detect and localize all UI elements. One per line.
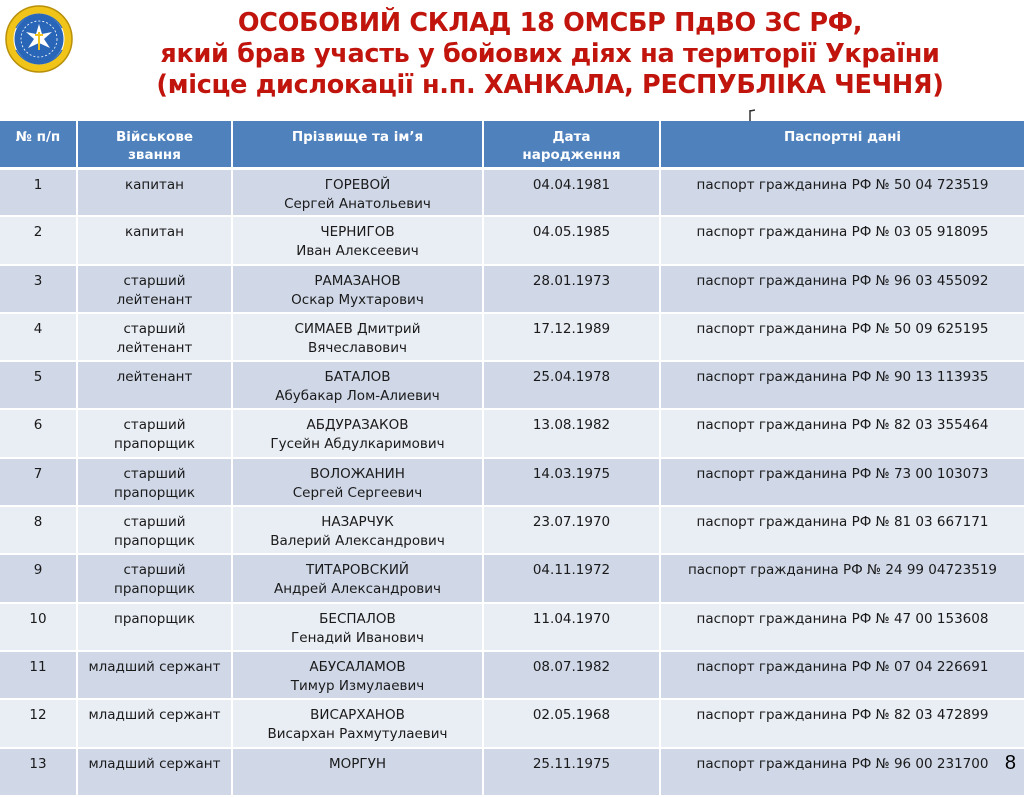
given-name: Вячеславович [308,339,407,356]
rank-line1: старший [123,417,186,434]
given-name: Андрей Александрович [273,581,442,598]
surname: АБУСАЛАМОВ [309,658,406,675]
cell-number: 8 [0,506,77,554]
table-row [0,554,1024,602]
header-rank-line2: звання [128,147,181,163]
rank-line2: прапорщик [114,581,195,598]
cell-number: 6 [0,409,77,457]
cell-dob: 23.07.1970 [483,506,660,554]
surname: БАТАЛОВ [324,369,391,386]
table-row [0,699,1024,747]
table-row [0,506,1024,554]
cell-dob: 28.01.1973 [483,265,660,313]
cell-number: 7 [0,458,77,506]
given-name: Генадий Иванович [291,629,424,646]
cell-rank [77,699,232,747]
rank-line1: лейтенант [116,369,193,386]
cell-passport: паспорт гражданина РФ № 73 00 103073 [660,458,1024,506]
personnel-table [0,121,1024,797]
given-name: Валерий Александрович [270,533,445,550]
page-title [80,8,1020,101]
surname: ГОРЕВОЙ [324,176,391,193]
cell-rank [77,554,232,602]
page-number: 8 [1004,752,1016,774]
cell-rank [77,216,232,264]
table-header-row [0,121,1024,168]
cell-passport: паспорт гражданина РФ № 96 00 231700 [660,748,1024,796]
cell-passport: паспорт гражданина РФ № 90 13 113935 [660,361,1024,409]
cell-number: 10 [0,603,77,651]
cell-passport: паспорт гражданина РФ № 96 03 455092 [660,265,1024,313]
cell-dob: 11.04.1970 [483,603,660,651]
cell-rank [77,168,232,216]
surname: МОРГУН [328,755,387,772]
given-name: Сергей Сергеевич [292,484,423,501]
cell-rank [77,265,232,313]
cell-name [232,603,483,651]
cell-name [232,651,483,699]
header-dob [483,121,660,168]
cell-passport: паспорт гражданина РФ № 47 00 153608 [660,603,1024,651]
title-line-3: (місце дислокації н.п. ХАНКАЛА, РЕСПУБЛІКА ЧЕЧНЯ) [156,70,944,100]
title-line-2: який брав участь у бойових діях на території України [160,39,940,69]
header-dob-line1: Дата [552,129,591,145]
surname: РАМАЗАНОВ [314,272,401,289]
cell-rank [77,506,232,554]
rank-line1: старший [123,272,186,289]
cell-rank [77,748,232,796]
cell-name [232,748,483,796]
table-row [0,168,1024,216]
cell-passport: паспорт гражданина РФ № 50 09 625195 [660,313,1024,361]
cell-dob: 14.03.1975 [483,458,660,506]
table-row [0,265,1024,313]
table-row [0,651,1024,699]
table-row [0,361,1024,409]
cell-dob: 02.05.1968 [483,699,660,747]
cell-name [232,554,483,602]
cell-dob: 25.11.1975 [483,748,660,796]
cell-passport: паспорт гражданина РФ № 03 05 918095 [660,216,1024,264]
cell-number: 1 [0,168,77,216]
rank-line1: младший сержант [88,707,221,724]
given-name: Иван Алексеевич [296,243,419,260]
cell-passport: паспорт гражданина РФ № 81 03 667171 [660,506,1024,554]
cell-passport: паспорт гражданина РФ № 50 04 723519 [660,168,1024,216]
header-dob-line2: народження [522,147,621,163]
rank-line1: младший сержант [88,658,221,675]
surname: СИМАЕВ Дмитрий [294,320,421,337]
cell-rank [77,603,232,651]
cell-rank [77,409,232,457]
cell-number: 3 [0,265,77,313]
cell-number: 11 [0,651,77,699]
cell-name [232,313,483,361]
surname: ВОЛОЖАНИН [310,465,405,482]
cell-dob: 08.07.1982 [483,651,660,699]
given-name: Оскар Мухтарович [291,291,424,308]
cell-passport: паспорт гражданина РФ № 07 04 226691 [660,651,1024,699]
table-row [0,313,1024,361]
rank-line1: капитан [125,176,184,193]
header-rank-line1: Військове [115,129,194,145]
table-row [0,409,1024,457]
cell-name [232,168,483,216]
table-row [0,603,1024,651]
cell-passport: паспорт гражданина РФ № 24 99 04723519 [660,554,1024,602]
cell-number: 5 [0,361,77,409]
cell-number: 13 [0,748,77,796]
rank-line1: старший [123,320,186,337]
given-name: Абубакар Лом-Алиевич [275,388,440,405]
surname: АБДУРАЗАКОВ [306,417,409,434]
table-row [0,748,1024,796]
rank-line2: лейтенант [116,291,193,308]
cell-rank [77,361,232,409]
cell-name [232,361,483,409]
rank-line2: прапорщик [114,533,195,550]
rank-line1: младший сержант [88,755,221,772]
cell-dob: 04.11.1972 [483,554,660,602]
cell-name [232,409,483,457]
header-passport: Паспортні дані [660,121,1024,168]
rank-line1: капитан [125,224,184,241]
surname: БЕСПАЛОВ [319,610,396,627]
cell-rank [77,651,232,699]
table-row [0,216,1024,264]
cell-name [232,265,483,313]
given-name: Сергей Анатольевич [284,195,431,212]
cell-dob: 04.04.1981 [483,168,660,216]
cell-dob: 25.04.1978 [483,361,660,409]
cell-passport: паспорт гражданина РФ № 82 03 355464 [660,409,1024,457]
surname: ЧЕРНИГОВ [320,224,395,241]
cell-number: 12 [0,699,77,747]
rank-line1: старший [123,562,186,579]
rank-line2: прапорщик [114,484,195,501]
cell-number: 4 [0,313,77,361]
cell-passport: паспорт гражданина РФ № 82 03 472899 [660,699,1024,747]
surname: ВИСАРХАНОВ [310,707,405,724]
cell-number: 2 [0,216,77,264]
cursor-mark [749,108,757,122]
header-rank [77,121,232,168]
given-name: Гусейн Абдулкаримович [270,436,445,453]
cell-name [232,699,483,747]
military-intelligence-emblem-icon [4,4,74,74]
rank-line1: старший [123,465,186,482]
cell-name [232,506,483,554]
table-row [0,458,1024,506]
cell-dob: 13.08.1982 [483,409,660,457]
cell-rank [77,458,232,506]
rank-line1: прапорщик [114,610,195,627]
header-name: Прізвище та ім’я [232,121,483,168]
cell-number: 9 [0,554,77,602]
given-name: Висархан Рахмутулаевич [267,726,448,743]
surname: НАЗАРЧУК [321,514,394,531]
cell-name [232,216,483,264]
rank-line2: прапорщик [114,436,195,453]
given-name: Тимур Измулаевич [290,677,425,694]
surname: ТИТАРОВСКИЙ [305,562,410,579]
rank-line1: старший [123,514,186,531]
rank-line2: лейтенант [116,339,193,356]
cell-rank [77,313,232,361]
title-line-1: ОСОБОВИЙ СКЛАД 18 ОМСБР ПдВО ЗС РФ, [237,8,863,38]
cell-dob: 04.05.1985 [483,216,660,264]
header-number: № п/п [0,121,77,168]
cell-dob: 17.12.1989 [483,313,660,361]
cell-name [232,458,483,506]
